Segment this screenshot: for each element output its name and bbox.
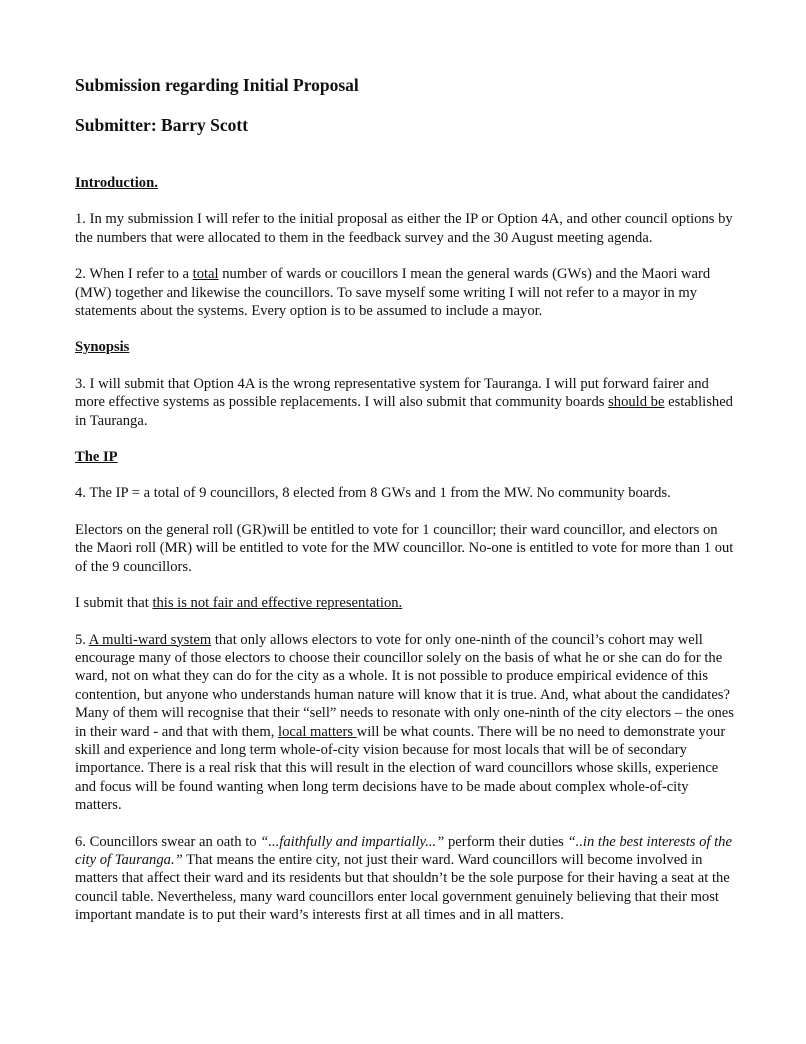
paragraph-4-submission: I submit that this is not fair and effective representation. (75, 595, 403, 612)
paragraph-5: 5. A multi-ward system that only allows electors to vote for only one-ninth of the council’s cohort may well encourage many of those electors to choose their councillor solely on the basis of what he or she can do for the ward, not on what they can do for the city as a whole. It is not possible to produce empirical evidence of this contention, but anyone who understands human nature will know that it is true. And, what about the candidates? Many of them will recognise that their “sell” needs to resonate with only one-ninth of the city electors – the ones in their ward - and that with them, local matters will be what counts. There will be no need to demonstrate your skill and experience and long term whole-of-city vision because for most locals that will be of secondary importance. There is a real risk that this will result in the election of ward councillors whose skills, experience and focus will be found wanting when long term decisions have to be made about complex whole-of-city matters. (75, 631, 734, 814)
paragraph-6: 6. Councillors swear an oath to “...faithfully and impartially...” perform their duties “..in the best interests of the city of Tauranga.” That means the entire city, not just their ward. Ward councillors will become involved in matters that affect their ward and its residents but that shouldn’t be the sole purpose for their having a seat at the council table. Nevertheless, many ward councillors enter local government genuinely believing that their most important mandate is to put their ward’s interests first at all times and in all matters. (75, 833, 732, 924)
ip-heading: The IP (75, 449, 118, 466)
document-title: Submission regarding Initial Proposal (75, 75, 359, 95)
synopsis-heading: Synopsis (75, 339, 130, 356)
paragraph-1: 1. In my submission I will refer to the initial proposal as either the IP or Option 4A, and other council options by the numbers that were allocated to them in the feedback survey and the 30 August meeting agenda. (75, 211, 733, 246)
paragraph-4: 4. The IP = a total of 9 councillors, 8 elected from 8 GWs and 1 from the MW. No community boards. (75, 485, 671, 502)
introduction-heading: Introduction. (75, 175, 158, 191)
document-page (75, 74, 735, 943)
paragraph-3: 3. I will submit that Option 4A is the wrong representative system for Tauranga. I will put forward fairer and more effective systems as possible replacements. I will also submit that community boards should be established in Tauranga. (75, 375, 733, 429)
paragraph-4-electors: Electors on the general roll (GR)will be entitled to vote for 1 councillor; their ward councillor, and electors on the Maori roll (MR) will be entitled to vote for the MW councillor. No-one is entitled to vote for more than 1 out of the 9 councillors. (75, 521, 734, 575)
paragraph-2: 2. When I refer to a total number of wards or coucillors I mean the general wards (GWs) and the Maori ward (MW) together and likewise the councillors. To save myself some writing I will not refer to a mayor in my statements about the systems. Every option is to be assumed to include a mayor. (75, 266, 711, 320)
submitter-line: Submitter: Barry Scott (75, 115, 249, 135)
